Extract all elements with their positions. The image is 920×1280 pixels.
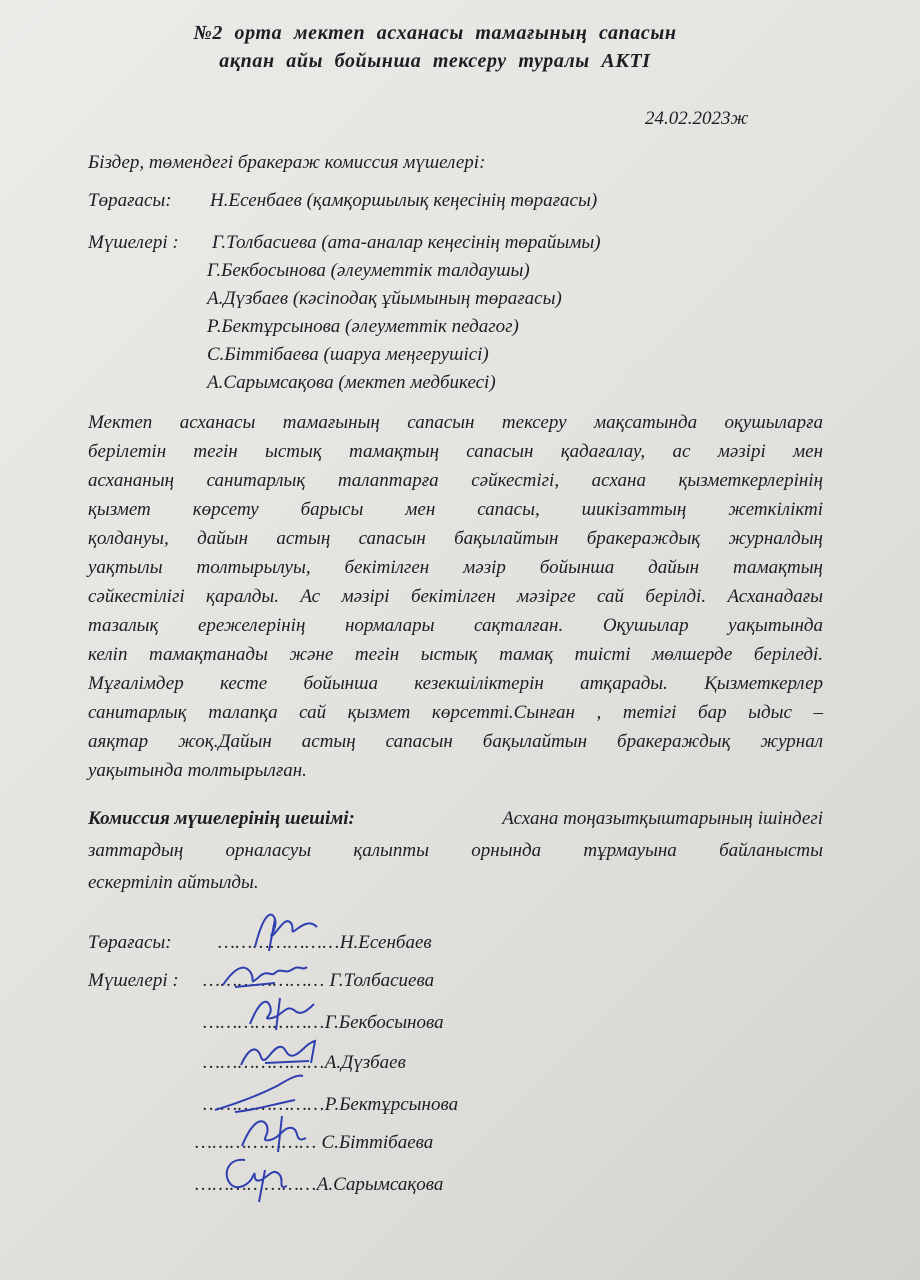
handwritten-signature-icon	[230, 1110, 320, 1155]
signature-members-label: Мүшелері :	[88, 970, 179, 991]
handwritten-signature-icon	[240, 990, 330, 1035]
handwritten-signature-icon	[215, 1150, 305, 1205]
body-line: уақытында толтырылған.	[88, 760, 307, 781]
body-line: уақтылы толтырылуы, бекітілген мәзір бойынша дайын тамақтың	[88, 557, 823, 578]
chair-value: Н.Есенбаев (қамқоршылық кеңесінің төрағасы)	[210, 190, 598, 211]
body-line: берілетін тегін ыстық тамақтың сапасын қадағалау, ас мәзірі мен	[88, 441, 823, 462]
signature-dots: …………………	[203, 1012, 325, 1033]
signer-name: Г.Толбасиева	[329, 970, 435, 991]
member-item: А.Дүзбаев (кәсіподақ ұйымының төрағасы)	[207, 288, 562, 309]
body-line: сәйкестілігі қаралды. Ас мәзірі бекітілген мәзірге сай берілді. Асханадағы	[88, 586, 823, 607]
signer-name: А.Дүзбаев	[324, 1052, 406, 1073]
member-item: Р.Бектұрсынова (әлеуметтік педагог)	[207, 316, 519, 337]
decision-line-1	[88, 808, 823, 830]
member-item: Г.Толбасиева (ата-аналар кеңесінің төрайымы)	[212, 232, 601, 253]
decision-text: Асхана тоңазытқыштарының ішіндегі	[502, 808, 823, 829]
signature-chair-label: Төрағасы:	[88, 932, 172, 953]
signer-name: А.Сарымсақова	[316, 1174, 444, 1195]
signature-dots: …………………	[203, 1094, 325, 1115]
body-line: тазалық ережелерінің нормалары сақталған. Оқушылар уақытында	[88, 615, 823, 636]
handwritten-signature-icon	[215, 955, 315, 995]
members-label: Мүшелері :	[88, 232, 179, 253]
body-line: асхананың санитарлық талаптарға сәйкестігі, асхана қызметкерлерінің	[88, 470, 823, 491]
document-title-line-1: №2 орта мектеп асханасы тамағының сапасын	[193, 22, 677, 44]
document-date: 24.02.2023ж	[645, 108, 749, 129]
handwritten-signature-icon	[245, 905, 335, 955]
signature-dots: …………………	[203, 970, 325, 991]
signer-name: Р.Бектұрсынова	[324, 1094, 459, 1115]
body-line: Мұғалімдер кесте бойынша кезекшіліктерін атқарады. Қызметкерлер	[88, 673, 823, 694]
body-line: Мектеп асханасы тамағының сапасын тексеру мақсатында оқушыларға	[88, 412, 823, 433]
signer-name: С.Біттібаева	[321, 1132, 434, 1153]
body-line: келіп тамақтанады және тегін ыстық тамақ тиісті мөлшерде беріледі.	[88, 644, 823, 665]
body-line: қызмет көрсету барысы мен сапасы, шикізаттың жеткілікті	[88, 499, 823, 520]
document-title-line-2: ақпан айы бойынша тексеру туралы АКТІ	[219, 50, 651, 72]
member-item: Г.Бекбосынова (әлеуметтік талдаушы)	[207, 260, 530, 281]
signature-dots: …………………	[203, 1052, 325, 1073]
body-line: санитарлық талапқа сай қызмет көрсетті.Сынған , тетігі бар ыдыс –	[88, 702, 823, 723]
decision-line-3: ескертіліп айтылды.	[88, 872, 259, 893]
member-item: А.Сарымсақова (мектеп медбикесі)	[207, 372, 496, 393]
chair-label: Төрағасы:	[88, 190, 172, 211]
handwritten-signature-icon	[235, 1035, 325, 1075]
body-line: қолдануы, дайын астың сапасын бақылайтын бракераждық журналдың	[88, 528, 823, 549]
signer-name: Г.Бекбосынова	[324, 1012, 444, 1033]
signature-dots: …………………	[218, 932, 340, 953]
signature-dots: …………………	[195, 1174, 317, 1195]
decision-line-2: заттардың орналасуы қалыпты орнында тұрмауына байланысты	[88, 840, 823, 861]
signer-name: Н.Есенбаев	[339, 932, 432, 953]
intro-text: Біздер, төмендегі бракераж комиссия мүшелері:	[88, 152, 486, 173]
signature-dots: …………………	[195, 1132, 317, 1153]
member-item: С.Біттібаева (шаруа меңгерушісі)	[207, 344, 489, 365]
decision-label: Комиссия мүшелерінің шешімі:	[88, 808, 355, 829]
body-line: аяқтар жоқ.Дайын астың сапасын бақылайтын бракераждық журнал	[88, 731, 823, 752]
